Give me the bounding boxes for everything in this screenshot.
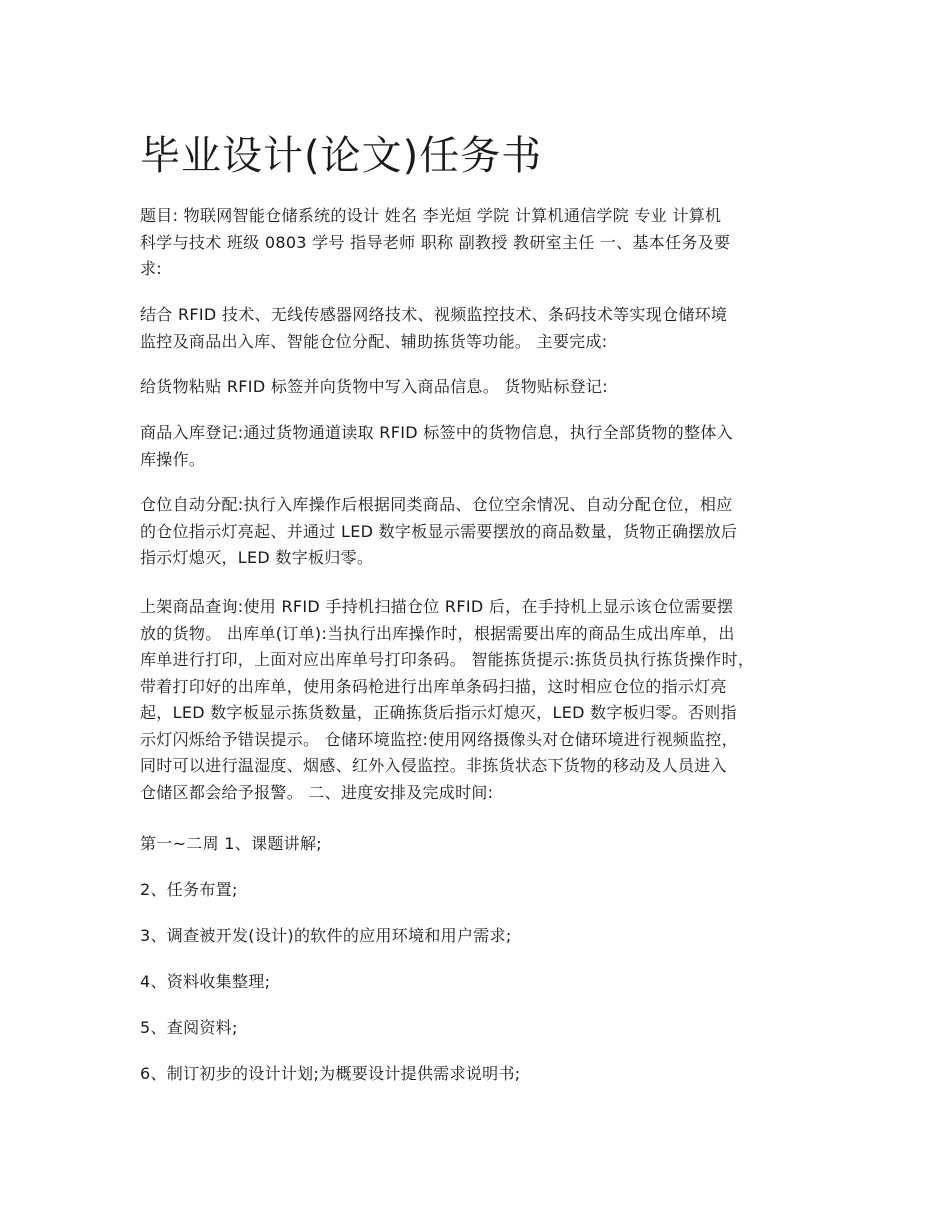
- schedule-item-5: 5、查阅资料;: [140, 1018, 238, 1037]
- paragraph-functions-detail: 上架商品查询:使用 RFID 手持机扫描仓位 RFID 后，在手持机上显示该仓位需要摆 放的货物。 出库单(订单):当执行出库操作时，根据需要出库的商品生成出库单，出 库单进行打印，上面对应出库单号打印条码。 智能拣货提示:拣货员执行拣货操作时， 带着打印好的出库单，使用条码枪进行出库单条码扫描，这时相应仓位的指示灯亮 起，LED 数字板显示拣货数量，正确拣货后指示灯熄灭，LED 数字板归零。否则指 示灯闪烁给予错误提示。 仓储环境监控:使用网络摄像头对仓储环境进行视频监控， 同时可以进行温湿度、烟感、红外入侵监控。非拣货状态下货物的移动及人员进入 仓储区都会给予报警。 二、进度安排及完成时间:: [140, 597, 755, 802]
- document-title: 毕业设计(论文)任务书: [140, 133, 543, 179]
- paragraph-inbound-registration: 商品入库登记:通过货物通道读取 RFID 标签中的货物信息，执行全部货物的整体入 库操作。: [140, 423, 733, 469]
- schedule-item-3: 3、调查被开发(设计)的软件的应用环境和用户需求;: [140, 926, 512, 945]
- schedule-item-2: 2、任务布置;: [140, 880, 238, 899]
- paragraph-overview: 结合 RFID 技术、无线传感器网络技术、视频监控技术、条码技术等实现仓储环境 监控及商品出入库、智能仓位分配、辅助拣货等功能。 主要完成:: [140, 305, 728, 351]
- schedule-item-6: 6、制订初步的设计计划;为概要设计提供需求说明书;: [140, 1064, 521, 1083]
- schedule-item-1: 第一~二周 1、课题讲解;: [140, 834, 322, 853]
- paragraph-slot-allocation: 仓位自动分配:执行入库操作后根据同类商品、仓位空余情况、自动分配仓位，相应 的仓位指示灯亮起、并通过 LED 数字板显示需要摆放的商品数量，货物正确摆放后 指示灯熄灭，LED 数字板归零。: [140, 495, 738, 567]
- paragraph-tag-registration: 给货物粘贴 RFID 标签并向货物中写入商品信息。 货物贴标登记:: [140, 377, 608, 396]
- schedule-item-4: 4、资料收集整理;: [140, 972, 271, 991]
- paragraph-topic-info: 题目: 物联网智能仓储系统的设计 姓名 李光烜 学院 计算机通信学院 专业 计算机 科学与技术 班级 0803 学号 指导老师 职称 副教授 教研室主任 一、基本任务及要 求:: [140, 206, 731, 278]
